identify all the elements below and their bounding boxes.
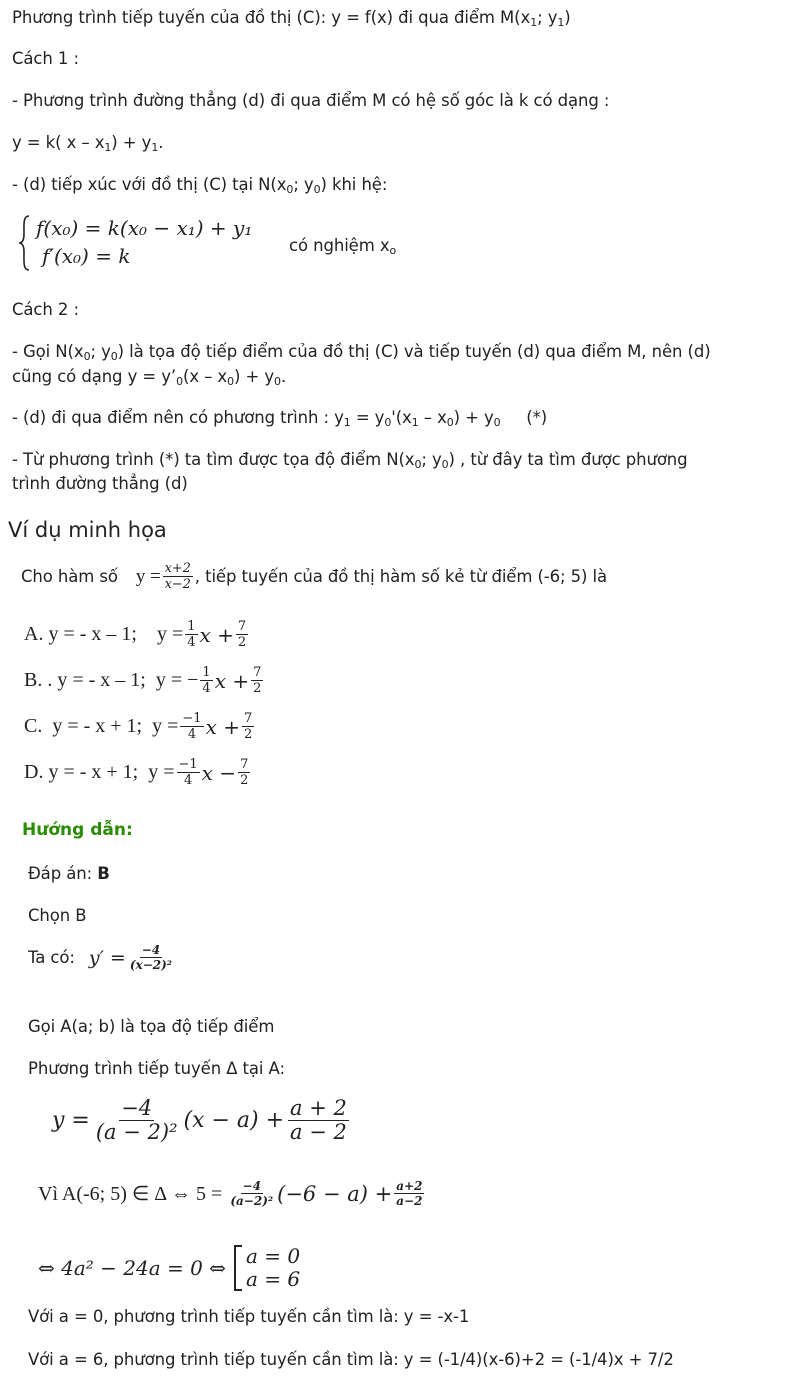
tangent-equation xyxy=(52,1098,351,1143)
p2-sub2: 0 xyxy=(313,183,321,196)
frac-num: −4 xyxy=(141,943,161,957)
roots xyxy=(246,1245,300,1291)
c2p2-sub1: 1 xyxy=(343,416,351,429)
frac-den: 4 xyxy=(187,727,197,742)
question-den: x−2 xyxy=(164,577,191,592)
option-a-text: A. y = - x – 1; y = xyxy=(24,623,184,645)
frac-den: (a−2)² xyxy=(230,1194,274,1208)
cach2-p3-line2: trình đường thẳng (d) xyxy=(12,474,188,493)
pt-tt-line: Phương trình tiếp tuyến Δ tại A: xyxy=(28,1059,285,1078)
c2p3-sub1: 0 xyxy=(414,458,422,471)
system-note xyxy=(289,236,396,255)
taco-label: Ta có: xyxy=(28,948,75,967)
c2p2-b: = y xyxy=(350,408,385,427)
frac-num: −4 xyxy=(242,1179,261,1193)
c2p2-e: ) + y xyxy=(453,408,494,427)
option-b-mid: x + xyxy=(214,668,250,693)
root-2: a = 6 xyxy=(245,1267,301,1291)
c2p1l2-a: cũng có dạng y = y’ xyxy=(12,367,177,386)
intro-sub2: 1 xyxy=(557,16,565,29)
bracket-icon xyxy=(234,1245,242,1291)
answer-line xyxy=(28,864,110,883)
intro-text: Phương trình tiếp tuyến của đồ thị (C): y = f(x) đi qua điểm M(x xyxy=(12,8,531,27)
result-1: Với a = 0, phương trình tiếp tuyến cần tìm là: y = -x-1 xyxy=(28,1307,470,1326)
c2p1l2-sub3: 0 xyxy=(274,375,281,388)
frac-den: 4 xyxy=(187,635,196,650)
intro-mid: ; y xyxy=(537,8,558,27)
frac-den: 4 xyxy=(183,773,193,788)
c2p2-sub4: 0 xyxy=(446,416,454,429)
c2p2-sub3: 1 xyxy=(411,416,419,429)
option-c-frac1 xyxy=(180,712,203,741)
vi-line xyxy=(38,1180,426,1207)
frac-den: a − 2 xyxy=(290,1120,347,1144)
c2p1l2-sub1: 0 xyxy=(176,375,183,388)
tangent-lhs: y = xyxy=(52,1108,90,1133)
vi-text: Vì A(-6; 5) ∈ Δ ⇔ 5 = xyxy=(38,1183,223,1205)
frac-num: 7 xyxy=(240,757,249,772)
cach2-p3-line1 xyxy=(12,450,688,469)
question-y: y = xyxy=(135,565,161,587)
system-note-sub: o xyxy=(389,244,397,257)
cach1-equation xyxy=(12,133,163,152)
vi-frac2 xyxy=(394,1180,424,1207)
answer-label: Đáp án: xyxy=(28,864,98,883)
p2-part-a: - (d) tiếp xúc với đồ thị (C) tại N(x xyxy=(12,175,287,194)
frac-num: 7 xyxy=(253,665,262,680)
frac-den: 2 xyxy=(237,635,247,650)
c2p1l2-sub2: 0 xyxy=(227,375,234,388)
option-c-mid: x + xyxy=(205,714,240,739)
c2p1-a: - Gọi N(x xyxy=(12,342,84,361)
c2p3-a: - Từ phương trình (*) ta tìm được tọa độ điểm N(x xyxy=(12,450,415,469)
frac-num: a + 2 xyxy=(290,1096,347,1120)
choose-line: Chọn B xyxy=(28,906,87,925)
p2-sub1: 0 xyxy=(286,183,294,196)
c2p1-sub-b: 0 xyxy=(110,350,118,363)
c2p2-sub5: 0 xyxy=(493,416,501,429)
goi-line: Gọi A(a; b) là tọa độ tiếp điểm xyxy=(28,1017,275,1036)
option-a[interactable] xyxy=(24,620,250,649)
c2p1-sub: 0 xyxy=(83,350,91,363)
option-a-mid: x + xyxy=(199,622,234,647)
intro-end: ) xyxy=(564,8,571,27)
c2p2-d: – x xyxy=(418,408,447,427)
frac-num: −4 xyxy=(121,1096,153,1120)
option-b-frac1 xyxy=(200,666,212,695)
option-d-frac1 xyxy=(177,758,200,787)
intro-sub: 1 xyxy=(530,16,538,29)
cach1-p1: - Phương trình đường thẳng (d) đi qua điểm M có hệ số góc là k có dạng : xyxy=(12,91,610,110)
frac-num: 1 xyxy=(202,665,211,680)
option-b-frac2 xyxy=(251,666,263,695)
option-c[interactable] xyxy=(24,712,256,741)
question-num: x+2 xyxy=(164,561,191,576)
c2p2-f: (*) xyxy=(500,408,548,427)
c2p1-c: ) là tọa độ tiếp điểm của đồ thị (C) và tiếp tuyến (d) qua điểm M, nên (d) xyxy=(117,342,711,361)
frac-den: 2 xyxy=(240,773,249,788)
result-2: Với a = 6, phương trình tiếp tuyến cần tìm là: y = (-1/4)(x-6)+2 = (-1/4)x + 7/2 xyxy=(28,1350,674,1369)
eq-part-a: y = k( x – x xyxy=(12,133,105,152)
guide-heading: Hướng dẫn: xyxy=(22,820,133,840)
frac-num: 7 xyxy=(243,711,253,726)
option-d-mid: x − xyxy=(201,760,237,785)
derivative-fraction xyxy=(128,944,174,971)
cach2-title: Cách 2 : xyxy=(12,300,79,319)
frac-num: −1 xyxy=(178,757,198,772)
frac-den: 2 xyxy=(243,727,253,742)
tangent-frac2 xyxy=(288,1098,349,1143)
option-d-text: D. y = - x + 1; y = xyxy=(24,761,175,783)
frac-den: (x−2)² xyxy=(129,958,173,972)
answer-value: B xyxy=(97,864,110,883)
intro-line xyxy=(12,8,571,27)
example-heading: Ví dụ minh họa xyxy=(8,518,167,542)
c2p1l2-c: ) + y xyxy=(234,367,275,386)
root-1: a = 0 xyxy=(245,1244,301,1268)
system-note-text: có nghiệm x xyxy=(289,236,390,255)
equiv-line xyxy=(38,1245,300,1291)
frac-den: (a − 2)² xyxy=(95,1120,178,1144)
vi-mid: (−6 − a) + xyxy=(277,1181,393,1206)
example-question xyxy=(21,562,607,591)
c2p3-c: ) , từ đây ta tìm được phương xyxy=(448,450,688,469)
question-prefix: Cho hàm số xyxy=(21,567,118,586)
option-d[interactable] xyxy=(24,758,252,787)
option-d-frac2 xyxy=(238,758,250,787)
derivative-line xyxy=(28,944,176,971)
c2p1l2-d: . xyxy=(280,367,287,386)
option-a-frac1 xyxy=(185,620,197,649)
system-line-1: f(x₀) = k(x₀ − x₁) + y₁ xyxy=(36,216,253,240)
c2p2-sub2: 0 xyxy=(384,416,392,429)
question-fraction xyxy=(163,562,193,591)
question-suffix: , tiếp tuyến của đồ thị hàm số kẻ từ điểm (-6; 5) là xyxy=(194,567,608,586)
system-line-2: f′(x₀) = k xyxy=(42,244,131,268)
vi-frac1 xyxy=(228,1180,275,1207)
cach1-p2 xyxy=(12,175,387,194)
c2p1l2-b: (x – x xyxy=(182,367,228,386)
eq-sub2: 1 xyxy=(151,141,159,154)
frac-den: 2 xyxy=(253,681,262,696)
frac-den: 4 xyxy=(202,681,211,696)
option-c-text: C. y = - x + 1; y = xyxy=(24,715,179,737)
eq-part-b: ) + y xyxy=(111,133,152,152)
frac-num: 7 xyxy=(237,619,247,634)
eq-part-c: . xyxy=(158,133,164,152)
c2p3-b: ; y xyxy=(421,450,442,469)
tangent-mid: (x − a) + xyxy=(183,1108,285,1133)
eq-sub1: 1 xyxy=(104,141,112,154)
cach2-p2 xyxy=(12,408,547,427)
option-b[interactable] xyxy=(24,666,265,695)
option-b-text: B. . y = - x – 1; y = − xyxy=(24,669,199,691)
frac-num: 1 xyxy=(187,619,196,634)
p2-part-c: ) khi hệ: xyxy=(320,175,388,194)
cach2-p1-line2 xyxy=(12,367,286,386)
frac-num: a+2 xyxy=(396,1179,423,1193)
p2-part-b: ; y xyxy=(293,175,314,194)
option-a-frac2 xyxy=(236,620,248,649)
frac-num: −1 xyxy=(182,711,202,726)
frac-den: a−2 xyxy=(396,1194,423,1208)
option-c-frac2 xyxy=(242,712,254,741)
equiv-text: ⇔ 4a² − 24a = 0 ⇔ xyxy=(38,1256,226,1280)
c2p2-c: '(x xyxy=(391,408,412,427)
cach1-title: Cách 1 : xyxy=(12,49,79,68)
cach2-p1-line1 xyxy=(12,342,711,361)
left-brace-icon xyxy=(18,214,32,272)
c2p2-a: - (d) đi qua điểm nên có phương trình : y xyxy=(12,408,344,427)
c2p3-sub2: 0 xyxy=(441,458,449,471)
derivative-lhs: y′ = xyxy=(88,946,126,969)
c2p1-b: ; y xyxy=(90,342,111,361)
tangent-frac1 xyxy=(94,1098,180,1143)
